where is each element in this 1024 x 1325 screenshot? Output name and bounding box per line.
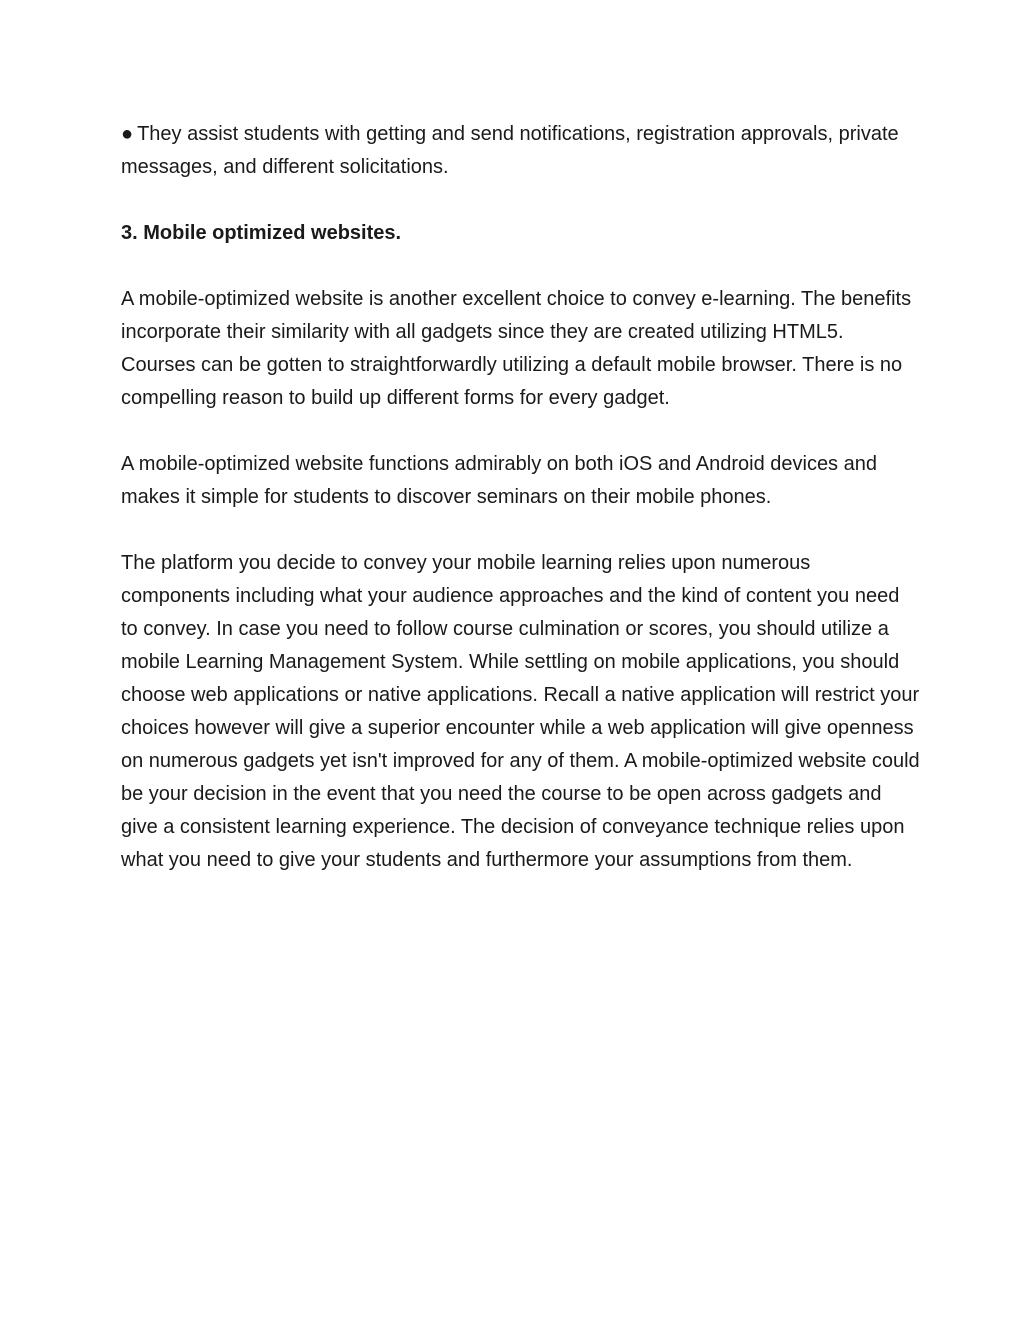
paragraph-3: The platform you decide to convey your mobile learning relies upon numerous components including what your audience approaches and the kind of content you need to convey. In case you need to follow course culmination or scores, you should utilize a mobile Learning Management System. While settling on mobile applications, you should choose web applications or native applications. Recall a native application will restrict your choices however will give a superior encounter while a web application will give openness on numerous gadgets yet isn't improved for any of them. A mobile-optimized website could be your decision in the event that you need the course to be open across gadgets and give a consistent learning experience. The decision of conveyance technique relies upon what you need to give your students and furthermore your assumptions from them.: [121, 552, 920, 871]
paragraph-1: A mobile-optimized website is another excellent choice to convey e-learning. The benefits incorporate their similarity with all gadgets since they are created utilizing HTML5. Courses can be gotten to straightforwardly utilizing a default mobile browser. There is no compelling reason to build up different forms for every gadget.: [121, 288, 912, 409]
bullet-icon: ●: [121, 123, 134, 145]
paragraph-2: A mobile-optimized website functions admirably on both iOS and Android devices and makes it simple for students to discover seminars on their mobile phones.: [121, 453, 877, 508]
bullet-item: [121, 118, 921, 184]
document-page: [121, 118, 921, 910]
bullet-text: They assist students with getting and send notifications, registration approvals, private messages, and different solicitations.: [121, 123, 899, 178]
section-heading: 3. Mobile optimized websites.: [121, 222, 402, 244]
